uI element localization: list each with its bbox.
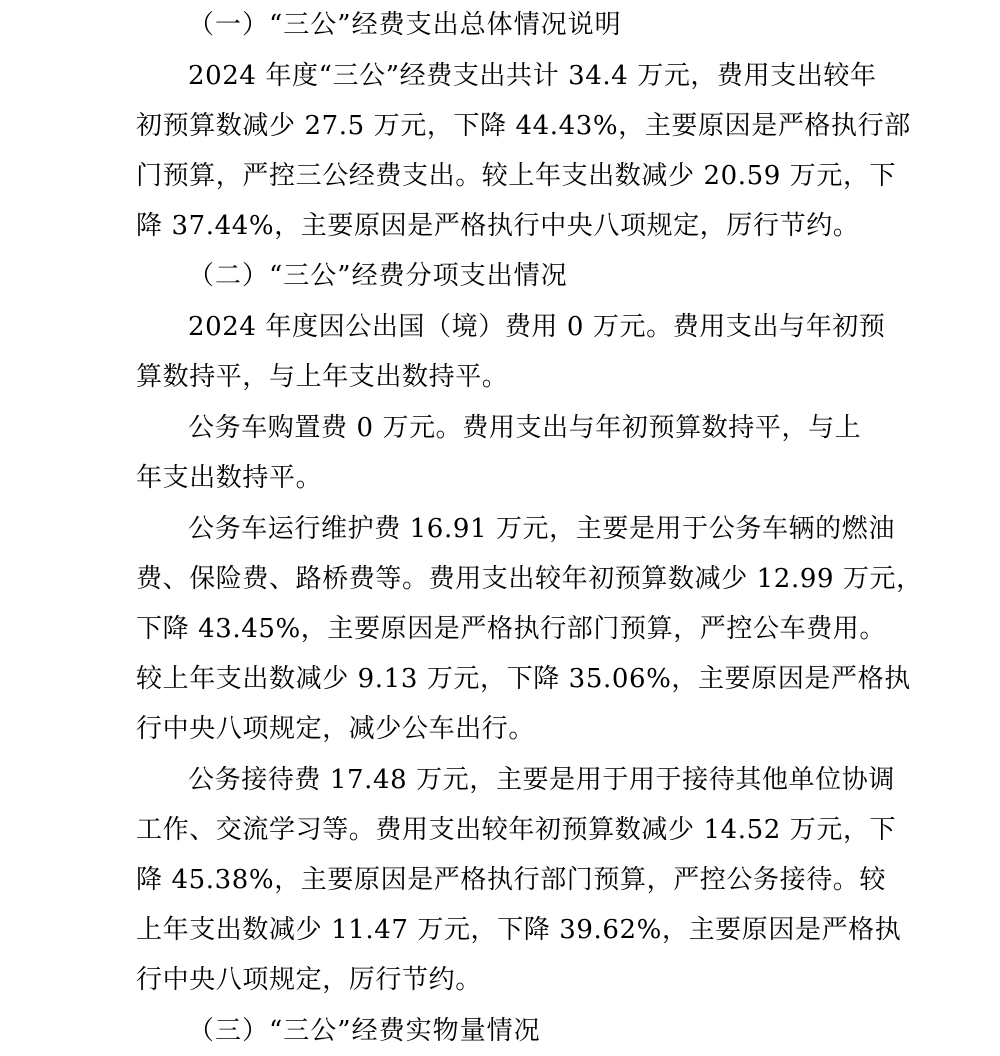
paragraph-line: 上年支出数减少 11.47 万元，下降 39.62%，主要原因是严格执 [136, 915, 902, 945]
section-heading: （三）“三公”经费实物量情况 [188, 1016, 541, 1046]
paragraph-line: 较上年支出数减少 9.13 万元，下降 35.06%，主要原因是严格执 [136, 664, 911, 694]
paragraph-line: 费、保险费、路桥费等。费用支出较年初预算数减少 12.99 万元， [136, 564, 923, 594]
paragraph-line: 公务接待费 17.48 万元，主要是用于用于接待其他单位协调 [188, 765, 895, 795]
paragraph-line: 初预算数减少 27.5 万元，下降 44.43%，主要原因是严格执行部 [136, 111, 911, 141]
paragraph-line: 公务车购置费 0 万元。费用支出与年初预算数持平，与上 [188, 413, 862, 443]
paragraph-line: 门预算，严控三公经费支出。较上年支出数减少 20.59 万元，下 [136, 161, 897, 191]
paragraph-line: 2024 年度“三公”经费支出共计 34.4 万元，费用支出较年 [188, 61, 877, 91]
paragraph-line: 2024 年度因公出国（境）费用 0 万元。费用支出与年初预 [188, 312, 886, 342]
paragraph-line: 降 37.44%，主要原因是严格执行中央八项规定，厉行节约。 [136, 211, 860, 241]
paragraph-line: 算数持平，与上年支出数持平。 [136, 362, 509, 392]
section-heading: （一）“三公”经费支出总体情况说明 [188, 10, 622, 40]
paragraph-line: 工作、交流学习等。费用支出较年初预算数减少 14.52 万元，下 [136, 815, 897, 845]
paragraph-line: 下降 43.45%，主要原因是严格执行部门预算，严控公车费用。 [136, 614, 887, 644]
paragraph-line: 行中央八项规定，厉行节约。 [136, 965, 482, 995]
section-heading: （二）“三公”经费分项支出情况 [188, 261, 568, 291]
paragraph-line: 公务车运行维护费 16.91 万元，主要是用于公务车辆的燃油 [188, 514, 895, 544]
paragraph-line: 降 45.38%，主要原因是严格执行部门预算，严控公务接待。较 [136, 865, 887, 895]
paragraph-line: 年支出数持平。 [136, 463, 323, 493]
paragraph-line: 行中央八项规定，减少公车出行。 [136, 714, 536, 744]
